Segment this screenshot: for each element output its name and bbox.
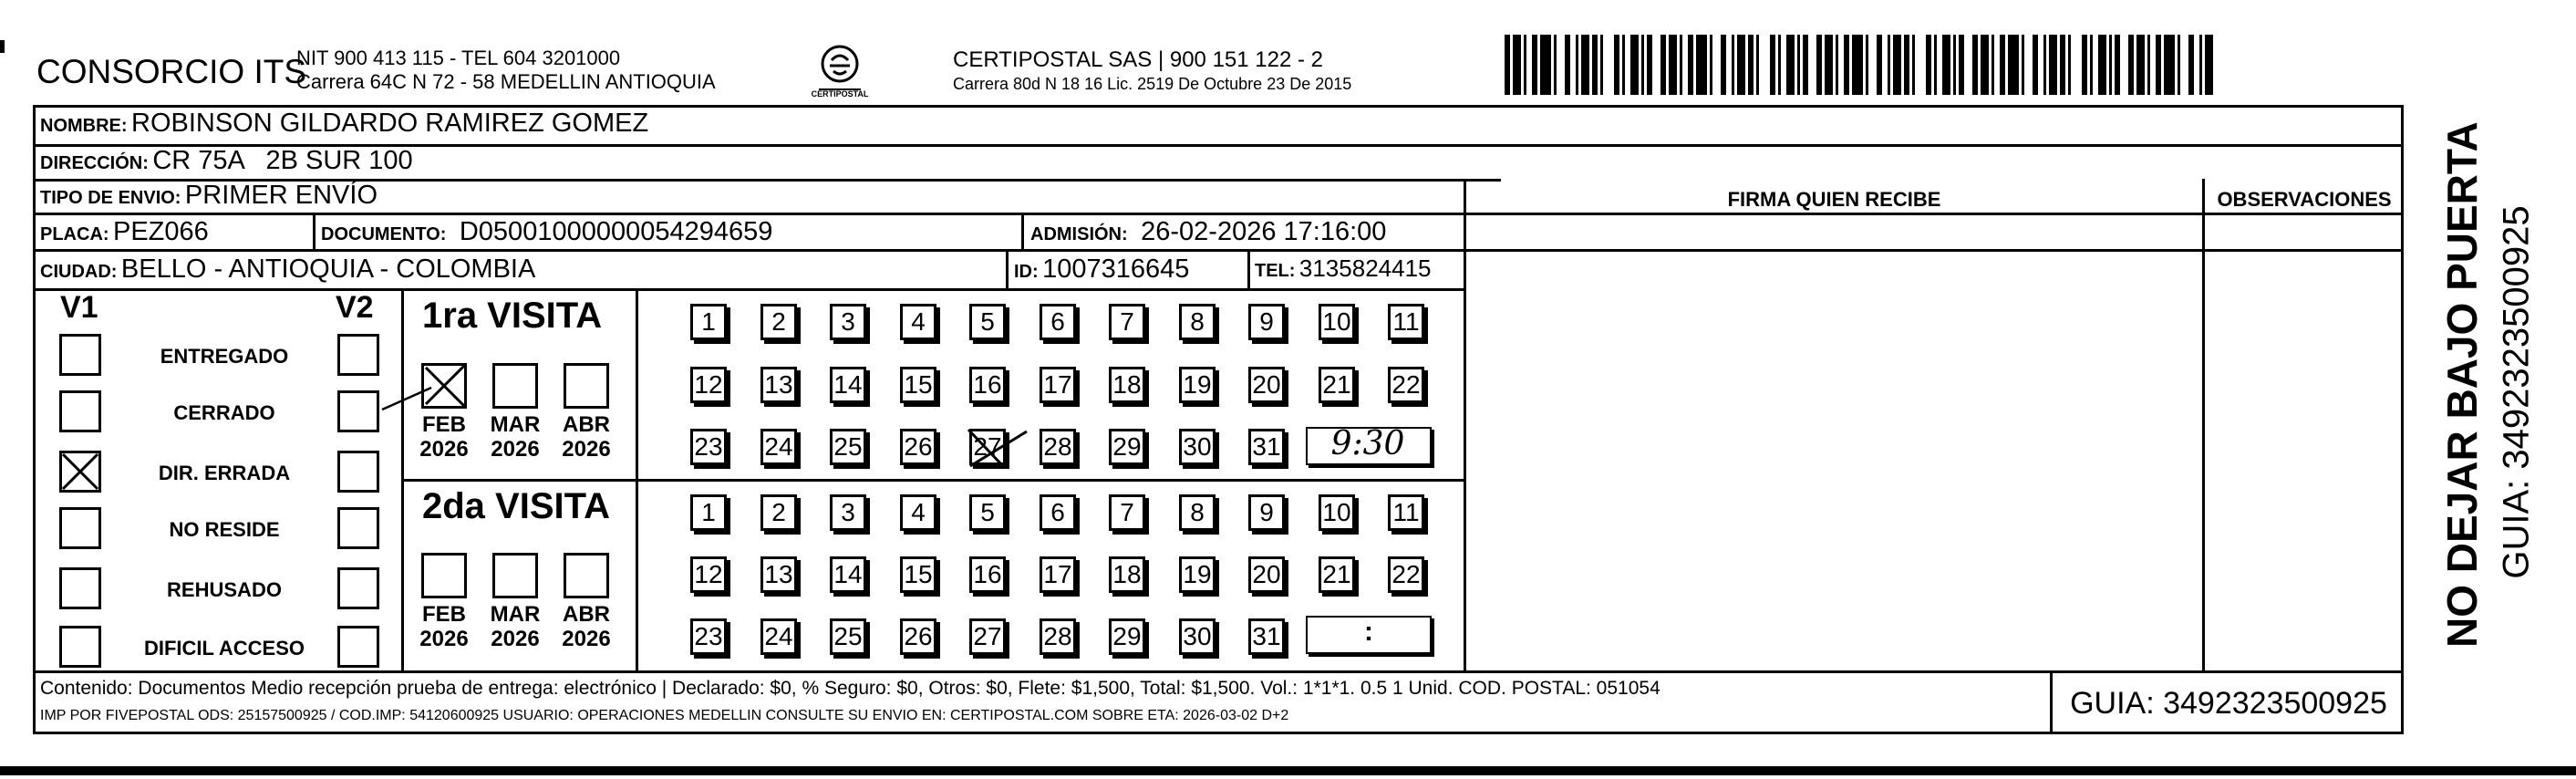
observaciones-area[interactable]: [2205, 215, 2404, 670]
nombre-row: [40, 109, 648, 139]
day-number: 22: [1391, 370, 1421, 399]
day-box[interactable]: [900, 429, 936, 465]
day-number: 6: [1050, 307, 1065, 336]
day-box[interactable]: [830, 494, 866, 531]
direccion-value: CR 75A 2B SUR 100: [152, 146, 413, 175]
day-box[interactable]: [1248, 429, 1285, 465]
month-year: 2026: [491, 627, 540, 651]
day-number: 24: [764, 432, 793, 461]
day-number: 11: [1392, 307, 1420, 336]
footer-guia: GUIA: 3492323500925: [2070, 686, 2387, 721]
day-box[interactable]: [1040, 429, 1076, 465]
month-label: [483, 602, 547, 651]
side-guia: GUIA: 3492323500925: [2496, 205, 2537, 579]
first-visit-time-value: 9:30: [1330, 425, 1405, 462]
v2-checkbox[interactable]: [337, 567, 379, 609]
nombre-label: NOMBRE:: [40, 116, 128, 136]
month-label: [412, 412, 476, 462]
day-box[interactable]: [1319, 304, 1355, 340]
month-name: ABR: [563, 412, 610, 437]
day-box[interactable]: [1388, 367, 1424, 403]
day-number: 25: [833, 622, 863, 650]
day-box[interactable]: [830, 618, 866, 655]
day-box[interactable]: [1179, 618, 1216, 655]
month-name: FEB: [422, 602, 466, 627]
day-number: 22: [1391, 560, 1421, 588]
day-number: 19: [1183, 560, 1212, 588]
second-visit-title: 2da VISITA: [422, 486, 610, 526]
day-box[interactable]: [830, 304, 866, 340]
id-value: 1007316645: [1042, 254, 1190, 284]
day-box[interactable]: [830, 556, 866, 593]
day-box[interactable]: [690, 429, 727, 465]
day-box[interactable]: [1040, 556, 1076, 593]
day-box[interactable]: [1040, 304, 1076, 340]
v1-checkbox[interactable]: [59, 626, 101, 668]
day-box[interactable]: [1179, 429, 1216, 465]
observaciones-header: OBSERVACIONES: [2217, 188, 2392, 211]
status-label: DIR. ERRADA: [158, 462, 291, 484]
day-box[interactable]: [830, 429, 866, 465]
certipostal-address: Carrera 80d N 18 16 Lic. 2519 De Octubre 23 De 2015: [953, 75, 1352, 93]
day-box[interactable]: [690, 494, 727, 531]
day-box[interactable]: [760, 367, 797, 403]
v1-checkbox[interactable]: [59, 507, 101, 549]
firma-header: FIRMA QUIEN RECIBE: [1727, 188, 1941, 211]
day-box[interactable]: [760, 618, 797, 655]
v1-checkbox[interactable]: [59, 567, 101, 609]
day-box[interactable]: [1040, 494, 1076, 531]
day-box[interactable]: [760, 304, 797, 340]
direccion-row: [40, 146, 413, 176]
day-number: 16: [973, 560, 1002, 588]
day-box[interactable]: [1248, 618, 1285, 655]
day-box[interactable]: [760, 494, 797, 531]
certipostal-logo-text: CERTIPOSTAL: [811, 89, 869, 99]
day-box[interactable]: [1179, 304, 1216, 340]
v2-checkbox[interactable]: [337, 507, 379, 549]
month-checkbox[interactable]: [492, 553, 538, 598]
day-box[interactable]: [969, 494, 1006, 531]
day-box[interactable]: [969, 618, 1006, 655]
certipostal-title: CERTIPOSTAL SAS | 900 151 122 - 2: [953, 47, 1323, 72]
day-number: 8: [1190, 307, 1205, 336]
day-box[interactable]: [1109, 494, 1145, 531]
day-number: 28: [1043, 622, 1072, 650]
day-number: 9: [1259, 498, 1274, 526]
day-number: 29: [1112, 622, 1142, 650]
nombre-value: ROBINSON GILDARDO RAMIREZ GOMEZ: [131, 109, 649, 138]
day-number: 17: [1043, 370, 1072, 399]
left-edge-mark: [0, 40, 5, 53]
day-number: 5: [980, 307, 995, 336]
day-number: 18: [1112, 560, 1142, 588]
day-box[interactable]: [969, 304, 1006, 340]
day-box[interactable]: [1388, 494, 1424, 531]
day-number: 9: [1259, 307, 1274, 336]
day-box[interactable]: [1388, 556, 1424, 593]
status-label: NO RESIDE: [169, 518, 280, 541]
day-number: 10: [1322, 498, 1351, 526]
v1-checkbox[interactable]: [59, 334, 101, 376]
day-box[interactable]: [900, 494, 936, 531]
first-visit-title: 1ra VISITA: [422, 296, 603, 336]
day-number: 30: [1183, 432, 1212, 461]
day-number: 12: [694, 370, 723, 399]
day-number: 20: [1252, 370, 1281, 399]
v2-checkbox[interactable]: [337, 390, 379, 432]
status-label: REHUSADO: [167, 578, 282, 601]
v2-label: V2: [336, 290, 374, 325]
ciudad-label: CIUDAD:: [40, 262, 118, 282]
day-box[interactable]: [1179, 494, 1216, 531]
day-number: 26: [904, 622, 933, 650]
placa-field: [40, 217, 209, 247]
company-name: CONSORCIO ITS: [36, 53, 307, 90]
day-number: 16: [973, 370, 1002, 399]
day-number: 4: [911, 307, 926, 336]
status-label: ENTREGADO: [160, 345, 289, 368]
day-box[interactable]: [900, 304, 936, 340]
barcode: [1505, 35, 2225, 95]
day-number: 28: [1043, 432, 1072, 461]
day-number: 29: [1112, 432, 1142, 461]
day-box[interactable]: [1248, 367, 1285, 403]
id-label: ID:: [1014, 262, 1039, 282]
day-number: 20: [1252, 560, 1281, 588]
tel-label: TEL:: [1255, 261, 1296, 281]
day-box[interactable]: [1109, 429, 1145, 465]
day-box[interactable]: [760, 556, 797, 593]
documento-value: D05001000000054294659: [459, 217, 773, 246]
month-checkbox[interactable]: [421, 363, 467, 409]
second-visit-time-separator: :: [1364, 617, 1373, 647]
day-number: 2: [771, 498, 786, 526]
day-box[interactable]: [1179, 556, 1216, 593]
check-mark-icon: [967, 426, 1030, 472]
day-box[interactable]: [1319, 556, 1355, 593]
month-label: [412, 602, 476, 651]
month-year: 2026: [491, 437, 540, 462]
day-box[interactable]: [900, 556, 936, 593]
day-box[interactable]: [1319, 494, 1355, 531]
day-number: 1: [701, 498, 716, 526]
day-number: 25: [833, 432, 863, 461]
day-box[interactable]: [969, 429, 1006, 465]
v1-checkbox[interactable]: [59, 390, 101, 432]
day-number: 15: [904, 370, 933, 399]
company-nit: NIT 900 413 115 - TEL 604 3201000: [296, 47, 621, 69]
day-number: 31: [1252, 432, 1281, 461]
check-mark-icon: [59, 451, 101, 493]
month-checkbox[interactable]: [564, 363, 609, 409]
placa-label: PLACA:: [40, 224, 109, 244]
month-year: 2026: [419, 627, 469, 651]
day-box[interactable]: [690, 304, 727, 340]
day-number: 2: [771, 307, 786, 336]
month-label: [554, 602, 618, 651]
ciudad-field: [40, 254, 535, 285]
day-number: 14: [833, 370, 863, 399]
admision-value: 26-02-2026 17:16:00: [1141, 217, 1387, 246]
day-box[interactable]: [1040, 367, 1076, 403]
month-label: [483, 412, 547, 462]
day-box[interactable]: [1248, 494, 1285, 531]
day-box[interactable]: [900, 367, 936, 403]
ciudad-value: BELLO - ANTIOQUIA - COLOMBIA: [120, 254, 536, 284]
day-number: 7: [1120, 307, 1134, 336]
day-number: 15: [904, 560, 933, 588]
tipo-row: [40, 181, 378, 211]
documento-label: DOCUMENTO:: [321, 224, 447, 244]
month-name: MAR: [490, 602, 541, 627]
day-box[interactable]: [1179, 367, 1216, 403]
day-box[interactable]: [1040, 618, 1076, 655]
direccion-label: DIRECCIÓN:: [40, 153, 149, 173]
month-checkbox[interactable]: [564, 553, 609, 598]
v2-checkbox[interactable]: [337, 626, 379, 668]
day-number: 1: [701, 307, 716, 336]
day-number: 3: [841, 307, 855, 336]
id-field: [1014, 254, 1189, 285]
day-box[interactable]: [1248, 556, 1285, 593]
month-checkbox[interactable]: [421, 553, 467, 598]
day-number: 5: [980, 498, 995, 526]
month-checkbox[interactable]: [492, 363, 538, 409]
v2-checkbox[interactable]: [337, 451, 379, 493]
day-number: 17: [1043, 560, 1072, 588]
v1-checkbox[interactable]: [59, 451, 101, 493]
placa-value: PEZ066: [113, 217, 209, 246]
day-number: 8: [1190, 498, 1205, 526]
day-number: 18: [1112, 370, 1142, 399]
day-number: 13: [764, 370, 793, 399]
bottom-edge: [0, 766, 2576, 775]
month-name: FEB: [422, 412, 466, 437]
no-dejar-bajo-puerta-warning: NO DEJAR BAJO PUERTA: [2438, 121, 2486, 648]
day-number: 19: [1183, 370, 1212, 399]
day-box[interactable]: [969, 367, 1006, 403]
day-number: 27: [973, 432, 1002, 461]
day-box[interactable]: [1109, 304, 1145, 340]
day-box[interactable]: [1248, 304, 1285, 340]
day-number: 23: [694, 622, 723, 650]
day-number: 27: [973, 622, 1002, 650]
day-box[interactable]: [1109, 367, 1145, 403]
day-number: 23: [694, 432, 723, 461]
day-number: 10: [1322, 307, 1351, 336]
day-box[interactable]: [1109, 556, 1145, 593]
footer-print-line: IMP POR FIVEPOSTAL ODS: 25157500925 / COD.IMP: 54120600925 USUARIO: OPERACIONES MEDELLIN CONSULTE SU ENVIO EN: CERTIPOSTAL.COM SOBRE ETA: 2026-03-02 D+2: [40, 708, 1289, 723]
day-box[interactable]: [1109, 618, 1145, 655]
day-number: 21: [1322, 560, 1351, 588]
day-box[interactable]: [1319, 367, 1355, 403]
day-number: 13: [764, 560, 793, 588]
footer-content-line: Contenido: Documentos Medio recepción prueba de entrega: electrónico | Declarado: $0, % Seguro: $0, Otros: $0, Flete: $1,500, Total: $1,500. Vol.: 1*1*1. 0.5 1 Unid. COD. POSTAL: 051054: [40, 678, 1660, 699]
day-box[interactable]: [760, 429, 797, 465]
day-number: 26: [904, 432, 933, 461]
v1-label: V1: [60, 290, 98, 325]
tel-value: 3135824415: [1298, 254, 1432, 282]
day-number: 7: [1120, 498, 1134, 526]
tel-field: [1255, 254, 1432, 283]
day-box[interactable]: [690, 618, 727, 655]
v2-checkbox[interactable]: [337, 334, 379, 376]
documento-field: [321, 217, 772, 247]
status-label: DIFICIL ACCESO: [143, 637, 305, 660]
day-number: 3: [841, 498, 855, 526]
day-number: 12: [694, 560, 723, 588]
day-number: 4: [911, 498, 926, 526]
admision-field: [1030, 217, 1386, 247]
month-label: [554, 412, 618, 462]
company-address: Carrera 64C N 72 - 58 MEDELLIN ANTIOQUIA: [296, 70, 716, 93]
day-number: 6: [1050, 498, 1065, 526]
month-name: MAR: [490, 412, 541, 437]
day-number: 11: [1392, 498, 1420, 526]
tipo-value: PRIMER ENVÍO: [184, 181, 378, 210]
day-box[interactable]: [969, 556, 1006, 593]
month-year: 2026: [419, 437, 469, 462]
month-year: 2026: [562, 437, 611, 462]
day-box[interactable]: [1388, 304, 1424, 340]
day-box[interactable]: [690, 556, 727, 593]
status-label: CERRADO: [173, 401, 275, 424]
day-number: 24: [764, 622, 793, 650]
day-box[interactable]: [830, 367, 866, 403]
tipo-label: TIPO DE ENVIO:: [40, 188, 181, 208]
day-number: 21: [1322, 370, 1351, 399]
day-number: 14: [833, 560, 863, 588]
check-mark-icon: [419, 360, 473, 415]
month-year: 2026: [562, 627, 611, 651]
month-name: ABR: [563, 602, 610, 627]
signature-area[interactable]: [1466, 215, 2202, 670]
day-number: 31: [1252, 622, 1281, 650]
day-number: 30: [1183, 622, 1212, 650]
admision-label: ADMISIÓN:: [1030, 224, 1128, 244]
day-box[interactable]: [690, 367, 727, 403]
day-box[interactable]: [900, 618, 936, 655]
